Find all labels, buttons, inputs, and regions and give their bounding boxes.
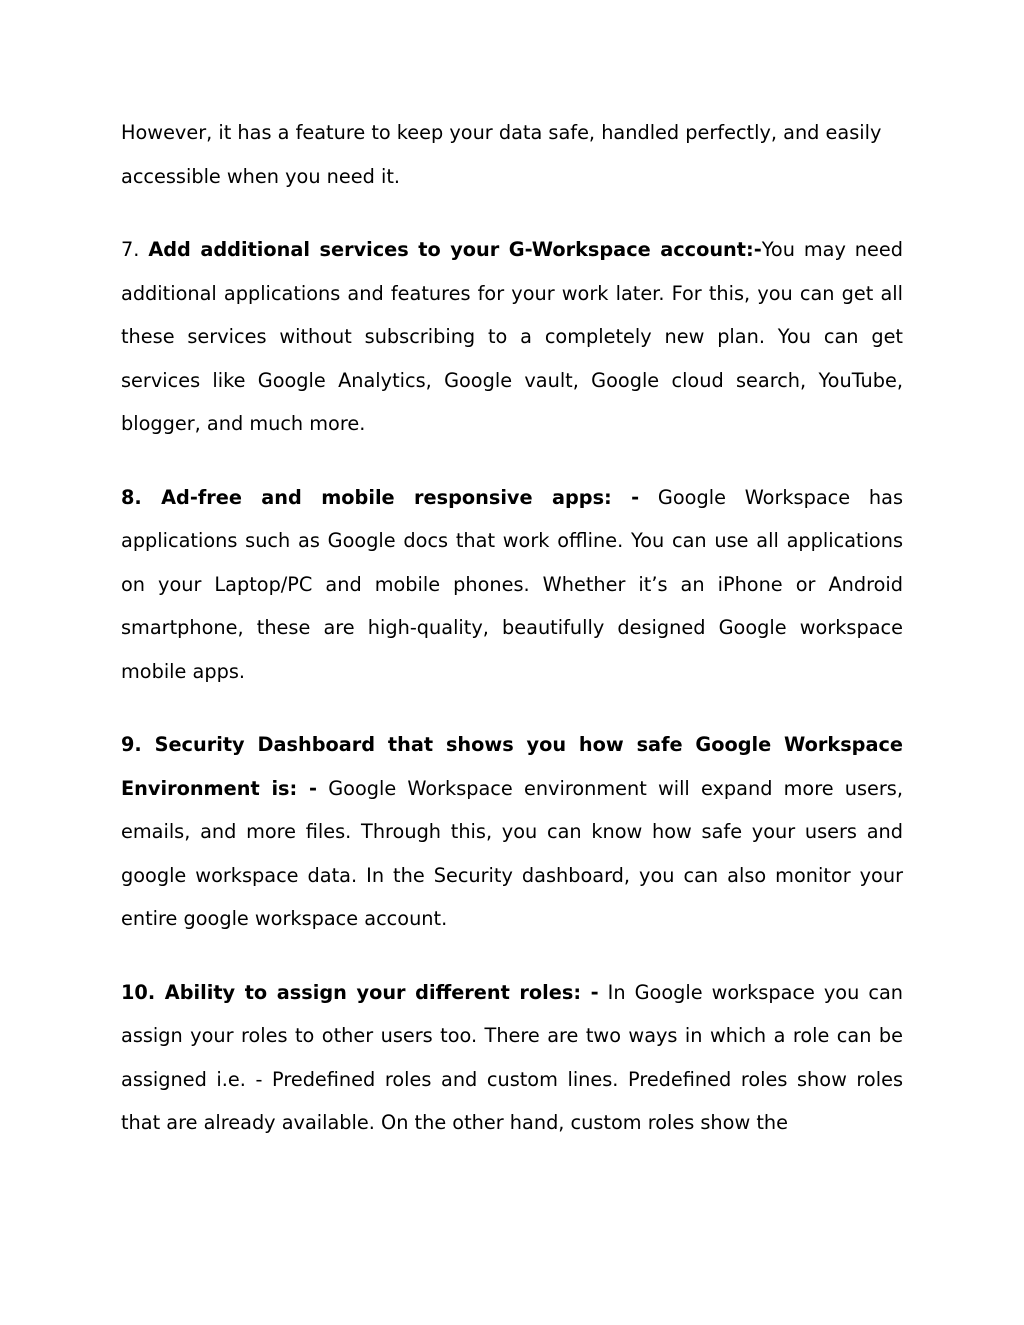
item-7-number: 7. [121,238,149,261]
item-10-heading: 10. Ability to assign your different roles: - [121,980,599,1004]
item-9-heading: 9. Security Dashboard that shows you how safe Google Workspace Environment is: - [121,733,903,800]
item-10-paragraph [121,971,903,1145]
item-9-paragraph [121,723,903,941]
item-8-paragraph [121,476,903,694]
document-page [121,111,903,1175]
item-7-heading: Add additional services to your G-Workspace account:- [148,238,762,261]
item-8-text: Google Workspace has applications such as Google docs that work offline. You can use all applications on your Laptop/PC and mobile phones. Whether it’s an iPhone or Android smartphone, these are high-quality, beautifully designed Google workspace mobile apps. [121,485,903,683]
item-9-text: Google Workspace environment will expand more users, emails, and more files. Through this, you can know how safe your users and google workspace data. In the Security dashboard, you can also monitor your entire google workspace account. [121,776,903,930]
intro-text: However, it has a feature to keep your data safe, handled perfectly, and easily accessible when you need it. [121,121,882,188]
intro-paragraph [121,111,903,198]
item-7-text: You may need additional applications and features for your work later. For this, you can get all these services without subscribing to a completely new plan. You can get services like Google Analytics, Google vault, Google cloud search, YouTube, blogger, and much more. [121,238,903,435]
item-8-heading: 8. Ad-free and mobile responsive apps: - [121,485,640,509]
item-7-paragraph [121,228,903,446]
item-10-text: In Google workspace you can assign your roles to other users too. There are two ways in which a role can be assigned i.e. - Predefined roles and custom lines. Predefined roles show roles that are already available. On the other hand, custom roles show the [121,980,903,1134]
